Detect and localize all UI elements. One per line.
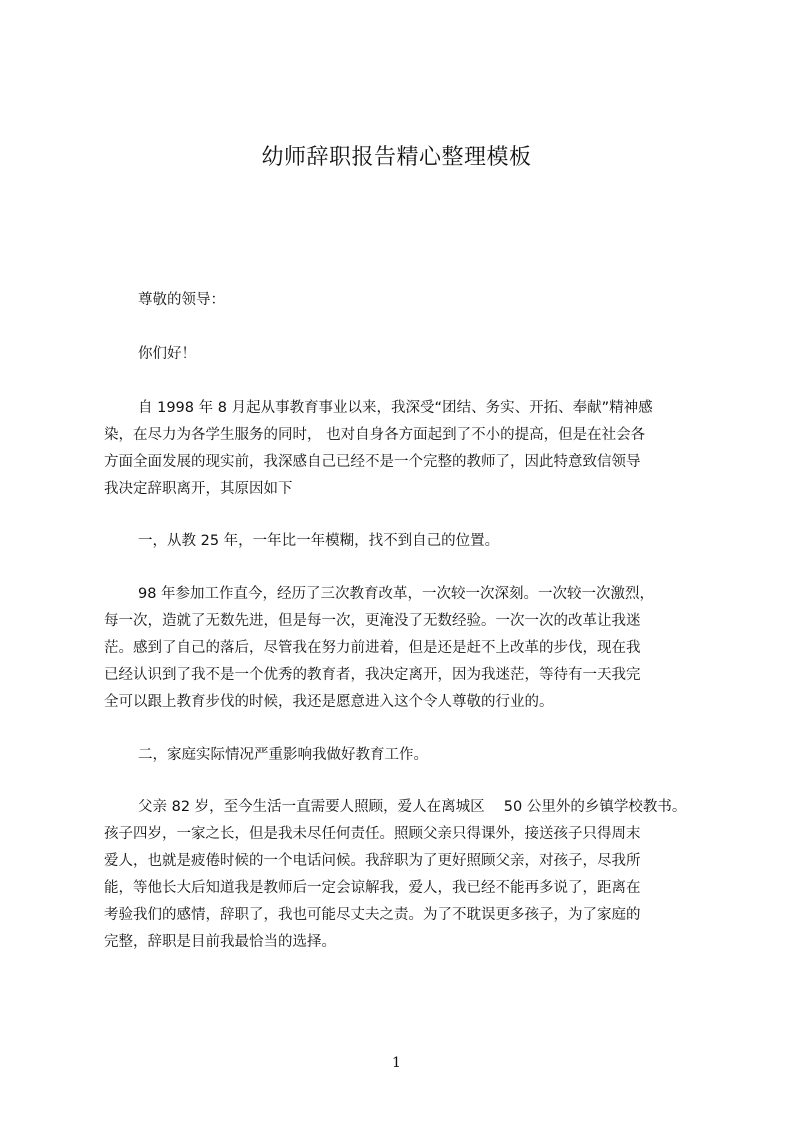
section-heading-2: 二，家庭实际情况严重影响我做好教育工作。 (138, 747, 428, 763)
paragraph-3-line-4: 能，等他长大后知道我是教师后一定会谅解我，爱人，我已经不能再多说了，距离在 (104, 880, 641, 896)
paragraph-3-line-2: 孩子四岁，一家之长，但是我未尽任何责任。照顾父亲只得课外，接送孩子只得周末 (104, 826, 641, 842)
document-title: 幼师辞职报告精心整理模板 (261, 145, 532, 170)
paragraph-3-line-6: 完整，辞职是目前我最恰当的选择。 (104, 934, 336, 950)
paragraph-1-line-3: 方面全面发展的现实前，我深感自己已经不是一个完整的教师了，因此特意致信领导 (104, 454, 641, 470)
section-heading-1: 一，从教 25 年，一年比一年模糊，找不到自己的位置。 (138, 533, 500, 549)
greeting: 你们好！ (138, 346, 196, 362)
paragraph-2-line-5: 全可以跟上教育步伐的时候，我还是愿意进入这个令人尊敬的行业的。 (104, 694, 554, 710)
paragraph-1-line-2: 染，在尽力为各学生服务的同时， 也对自身各方面起到了不小的提高，但是在社会各 (104, 427, 646, 443)
paragraph-2-line-3: 茫。感到了自己的落后，尽管我在努力前进着，但是还是赶不上改革的步伐，现在我 (104, 640, 641, 656)
paragraph-2-line-4: 已经认识到了我不是一个优秀的教育者，我决定离开，因为我迷茫，等待有一天我完 (104, 667, 641, 683)
paragraph-3-line-1: 父亲 82 岁，至今生活一直需要人照顾，爱人在离城区 50 公里外的乡镇学校教书。 (138, 799, 687, 815)
paragraph-1-line-1: 自 1998 年 8 月起从事教育事业以来，我深受“团结、务实、开拓、奉献”精神感 (138, 400, 653, 416)
paragraph-3-line-5: 考验我们的感情，辞职了，我也可能尽丈夫之责。为了不耽误更多孩子，为了家庭的 (104, 907, 641, 923)
paragraph-2-line-1: 98 年参加工作直今，经历了三次教育改革，一次较一次深刻。一次较一次激烈， (138, 586, 655, 602)
paragraph-2-line-2: 每一次，造就了无数先进，但是每一次，更淹没了无数经验。一次一次的改革让我迷 (104, 613, 641, 629)
page-number: 1 (392, 1055, 401, 1071)
paragraph-1-line-4: 我决定辞职离开，其原因如下 (104, 481, 293, 497)
paragraph-3-line-3: 爱人，也就是疲倦时候的一个电话问候。我辞职为了更好照顾父亲，对孩子，尽我所 (104, 853, 641, 869)
salutation: 尊敬的领导： (138, 292, 225, 308)
